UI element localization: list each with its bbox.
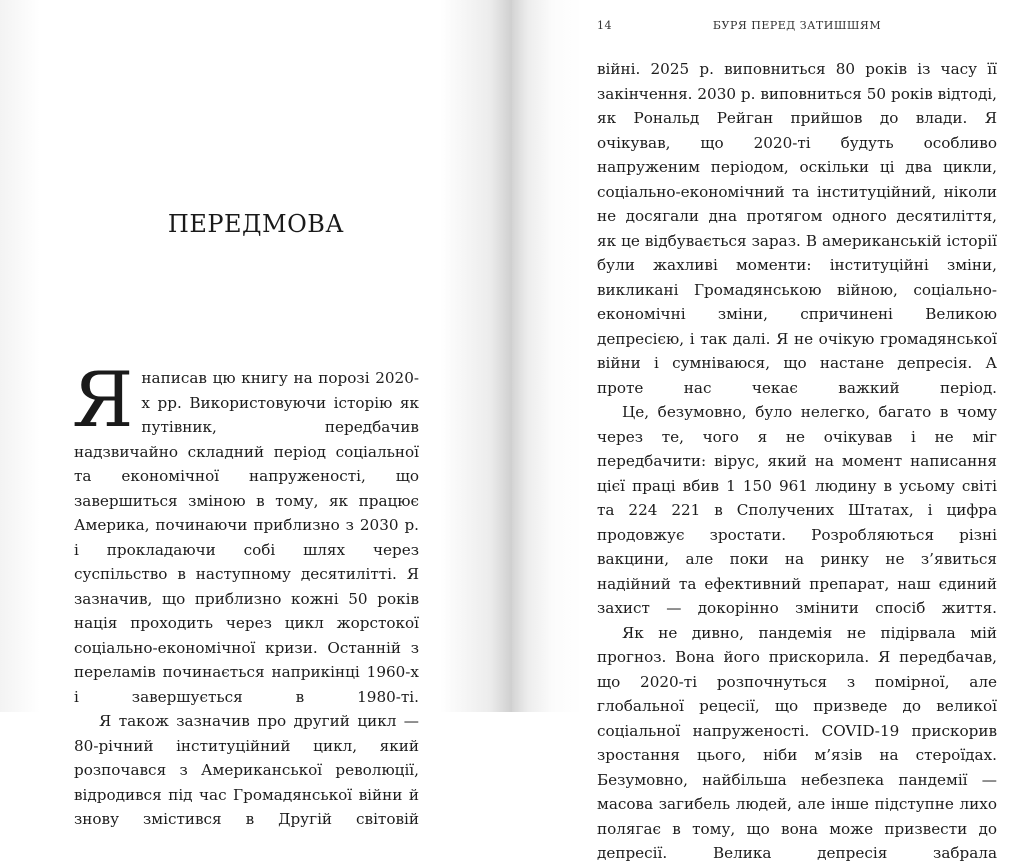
- drop-cap: Я: [72, 355, 134, 444]
- left-text-block: [72, 355, 419, 832]
- right-text-block: [597, 57, 997, 866]
- left-paragraph-1: [72, 355, 419, 709]
- chapter-title: ПЕРЕДМОВА: [167, 210, 345, 238]
- right-page: [512, 0, 1024, 862]
- running-title: БУРЯ ПЕРЕД ЗАТИШШЯМ: [712, 19, 882, 32]
- page-number: 14: [597, 19, 612, 32]
- right-paragraph-1: війні. 2025 р. виповниться 80 років із часу її закінчення. 2030 р. виповниться 50 років відтоді, як Рональд Рейган прийшов до влади. Я очікував, що 2020-ті будуть особливо напруженим періодом, оскільки ці два цикли, соціально-економічний та інституційний, ніколи не досягали дна протягом одного десятиліття, як це відбувається зараз. В американській історії були жахливі моменти: інституційні зміни, викликані Громадянською війною, соціально-економічні зміни, спричинені Великою депресією, і так далі. Я не очікую громадянської війни і сумніваюся, що настане депресія. А проте нас чекає важкий період.: [597, 60, 997, 397]
- right-paragraph-3: Як не дивно, пандемія не підірвала мій прогноз. Вона його прискорила. Я передбачав, що 2020-ті розпочнуться з помірної, але глобальної рецесії, що призведе до великої соціальної напруженості. COVID-19 прискорив зростання цього, ніби м’язів на стероїдах. Безумовно, найбільша небезпека пандемії — масова загибель людей, але інше підступне лихо полягає в тому, що вона може призвести до депресії. Велика депресія забрала: [597, 623, 997, 862]
- left-page: [0, 0, 512, 828]
- left-paragraph-1-text: написав цю книгу на порозі 2020-х рр. Використовуючи історію як путівник, передбачив надзвичайно складний період соціальної та економічної напруженості, що завершиться зміною в тому, як працює Америка, починаючи приблизно з 2030 р. і прокладаючи собі шлях через суспільство в наступному десятилітті. Я зазначив, що приблизно кожні 50 років нація проходить через цикл жорстокої соціально-економічної кризи. Останній з переламів починається наприкінці 1960-х і завершується в 1980-ті.: [74, 369, 419, 706]
- right-paragraph-2: Це, безумовно, було нелегко, багато в чому через те, чого я не очікував і не міг передбачити: вірус, який на момент написання цієї праці вбив 1 150 961 людину в усьому світі та 224 221 в Сполучених Штатах, і цифра продовжує зростати. Розробляються різні вакцини, але поки на ринку не з’явиться надійний та ефективний препарат, наш єдиний захист — докорінно змінити спосіб життя.: [597, 403, 997, 617]
- left-paragraph-2: Я також зазначив про другий цикл — 80-річний інституційний цикл, який розпочався з Американської революції, відродився під час Громадянської війни й знову змістився в Другій світовій: [74, 712, 419, 828]
